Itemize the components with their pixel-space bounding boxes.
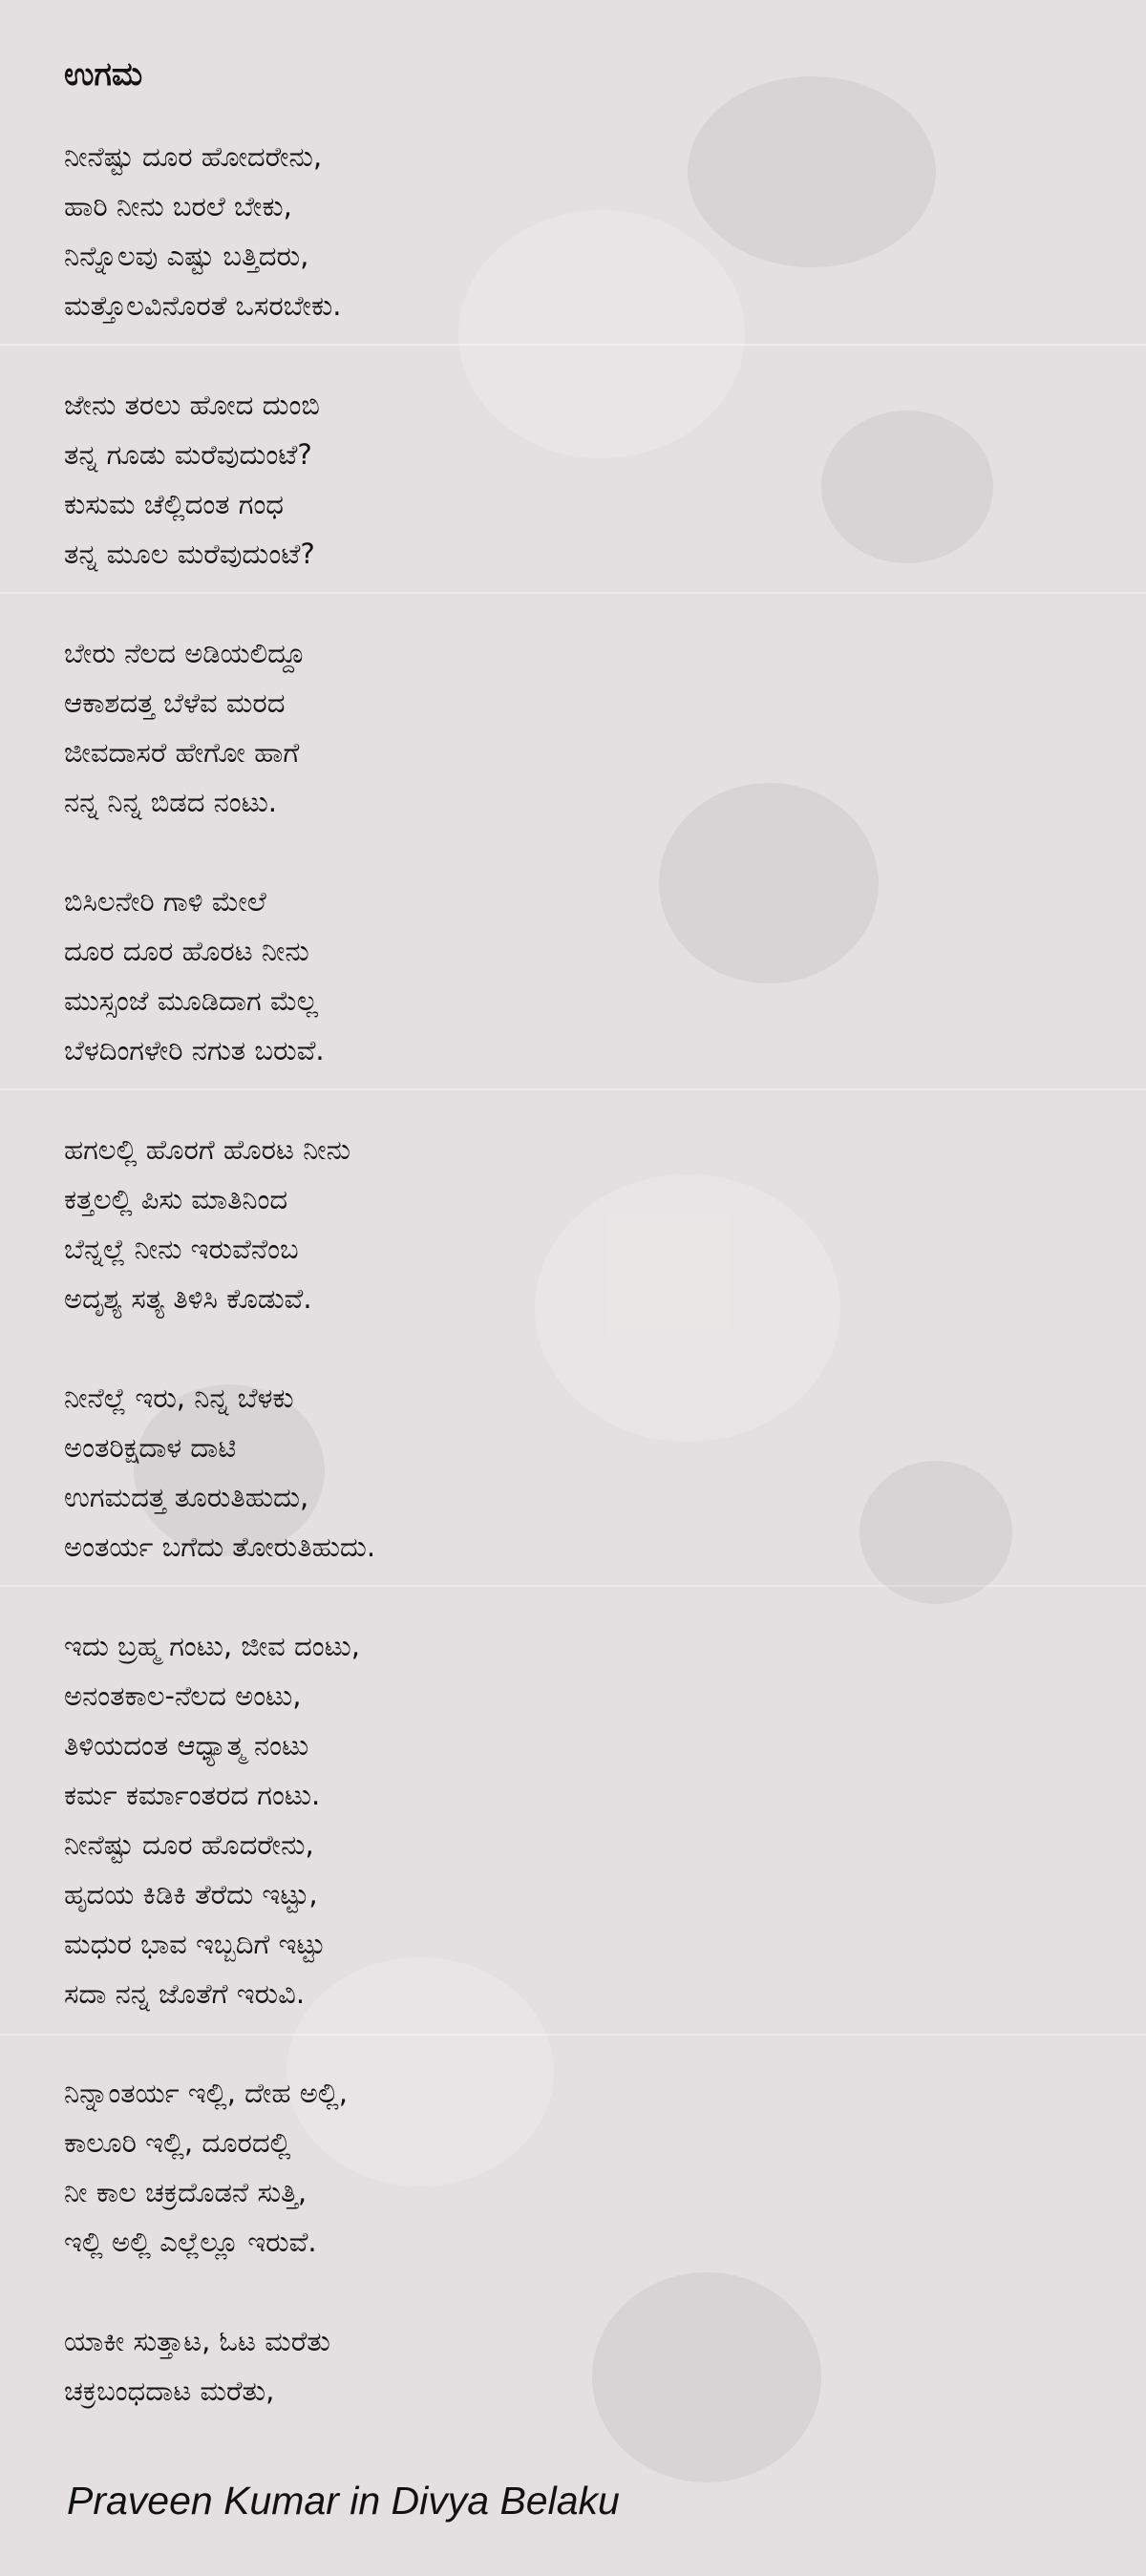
poem-line: ನಿನ್ನೊಲವು ಎಷ್ಟು ಬತ್ತಿದರು, [64, 240, 309, 272]
poem-line: ಅನಂತಕಾಲ-ನೆಲದ ಅಂಟು, [64, 1679, 302, 1712]
poem-line: ಚಕ್ರಬಂಧದಾಟ ಮರೆತು, [64, 2375, 275, 2407]
poem-line: ಉಗಮದತ್ತ ತೂರುತಿಹುದು, [64, 1481, 309, 1513]
poem-line: ಬೆಳದಿಂಗಳೇರಿ ನಗುತ ಬರುವೆ. [64, 1034, 325, 1066]
poem-line: ನೀನೆಲ್ಲೆ ಇರು, ನಿನ್ನ ಬೆಳಕು [64, 1382, 294, 1414]
poem-line: ನನ್ನ ನಿನ್ನ ಬಿಡದ ನಂಟು. [64, 786, 278, 818]
poem-line: ಬೇರು ನೆಲದ ಅಡಿಯಲಿದ್ದೂ [64, 637, 306, 669]
poem-line: ಕುಸುಮ ಚೆಲ್ಲಿದಂತ ಗಂಧ [64, 488, 285, 520]
poem-line: ಯಾಕೀ ಸುತ್ತಾಟ, ಓಟ ಮರೆತು [64, 2325, 330, 2357]
poem-line: ಅಂತರ್ಯ ಬಗೆದು ತೋರುತಿಹುದು. [64, 1531, 376, 1563]
poem-line: ಮುಸ್ಸಂಜೆ ಮೂಡಿದಾಗ ಮೆಲ್ಲ [64, 984, 318, 1017]
poem-line: ನೀನೆಷ್ಟು ದೂರ ಹೊದರೇನು, [64, 1828, 314, 1861]
poem-line: ಬೆನ್ನಲ್ಲೆ ನೀನು ಇರುವೆನೆಂಬ [64, 1233, 299, 1265]
poem-title: ಉಗಮ [64, 55, 143, 94]
poem-line: ಆಕಾಶದತ್ತ ಬೆಳೆವ ಮರದ [64, 686, 286, 719]
stanza [64, 2068, 1019, 2267]
poem-line: ಅದೃಶ್ಯ ಸತ್ಯ ತಿಳಿಸಿ ಕೊಡುವೆ. [64, 1282, 312, 1315]
poem-line: ಹಗಲಲ್ಲಿ ಹೊರಗೆ ಹೊರಟ ನೀನು [64, 1133, 350, 1166]
poem-line: ಹಾರಿ ನೀನು ಬರಲೆ ಬೇಕು, [64, 190, 292, 222]
stanza [64, 628, 1019, 827]
stanza [64, 1621, 1019, 2018]
poem-body [64, 132, 1019, 2416]
poem [64, 50, 1019, 2416]
poem-line: ಮತ್ತೊಲವಿನೊರತೆ ಒಸರಬೇಕು. [64, 289, 342, 322]
poem-line: ನೀನೆಷ್ಟು ದೂರ ಹೋದರೇನು, [64, 140, 323, 173]
stanza [64, 876, 1019, 1075]
poem-line: ಕಾಲೂರಿ ಇಲ್ಲಿ, ದೂರದಲ್ಲಿ [64, 2126, 291, 2159]
author-credit: Praveen Kumar in Divya Belaku [67, 2479, 620, 2523]
poem-line: ಇದು ಬ್ರಹ್ಮ ಗಂಟು, ಜೀವ ದಂಟು, [64, 1630, 360, 1662]
stanza [64, 380, 1019, 579]
poem-line: ಅಂತರಿಕ್ಷದಾಳ ದಾಟಿ [64, 1431, 237, 1464]
poem-line: ನಿನ್ನಾಂತರ್ಯ ಇಲ್ಲಿ, ದೇಹ ಅಲ್ಲಿ, [64, 2077, 348, 2109]
stanza [64, 2316, 1019, 2416]
poem-line: ಮಧುರ ಭಾವ ಇಬ್ಬದಿಗೆ ಇಟ್ಟು [64, 1928, 326, 1960]
poem-line: ಕತ್ತಲಲ್ಲಿ ಪಿಸು ಮಾತಿನಿಂದ [64, 1183, 288, 1215]
poem-line: ಹೃದಯ ಕಿಡಿಕಿ ತೆರೆದು ಇಟ್ಟು, [64, 1878, 318, 1911]
poem-line: ಜೇನು ತರಲು ಹೋದ ದುಂಬಿ [64, 389, 320, 421]
poem-line: ನೀ ಕಾಲ ಚಕ್ರದೊಡನೆ ಸುತ್ತಿ, [64, 2176, 308, 2208]
poem-line: ಜೀವದಾಸರೆ ಹೇಗೋ ಹಾಗೆ [64, 736, 300, 769]
poem-line: ತನ್ನ ಗೂಡು ಮರೆವುದುಂಟೆ? [64, 438, 312, 471]
stanza [64, 132, 1019, 330]
poem-line: ತನ್ನ ಮೂಲ ಮರೆವುದುಂಟೆ? [64, 538, 315, 570]
stanza [64, 1373, 1019, 1572]
poem-line: ಸದಾ ನನ್ನ ಜೊತೆಗೆ ಇರುವಿ. [64, 1977, 306, 2010]
poem-line: ಬಿಸಿಲನೇರಿ ಗಾಳಿ ಮೇಲೆ [64, 885, 266, 918]
poem-line: ದೂರ ದೂರ ಹೊರಟ ನೀನು [64, 935, 309, 967]
poem-line: ಇಲ್ಲಿ ಅಲ್ಲಿ ಎಲ್ಲೆಲ್ಲೂ ಇರುವೆ. [64, 2226, 317, 2258]
poem-line: ಕರ್ಮ ಕರ್ಮಾಂತರದ ಗಂಟು. [64, 1779, 321, 1811]
stanza [64, 1125, 1019, 1323]
poem-line: ತಿಳಿಯದಂತ ಆಧ್ಯಾತ್ಮ ನಂಟು [64, 1729, 309, 1762]
